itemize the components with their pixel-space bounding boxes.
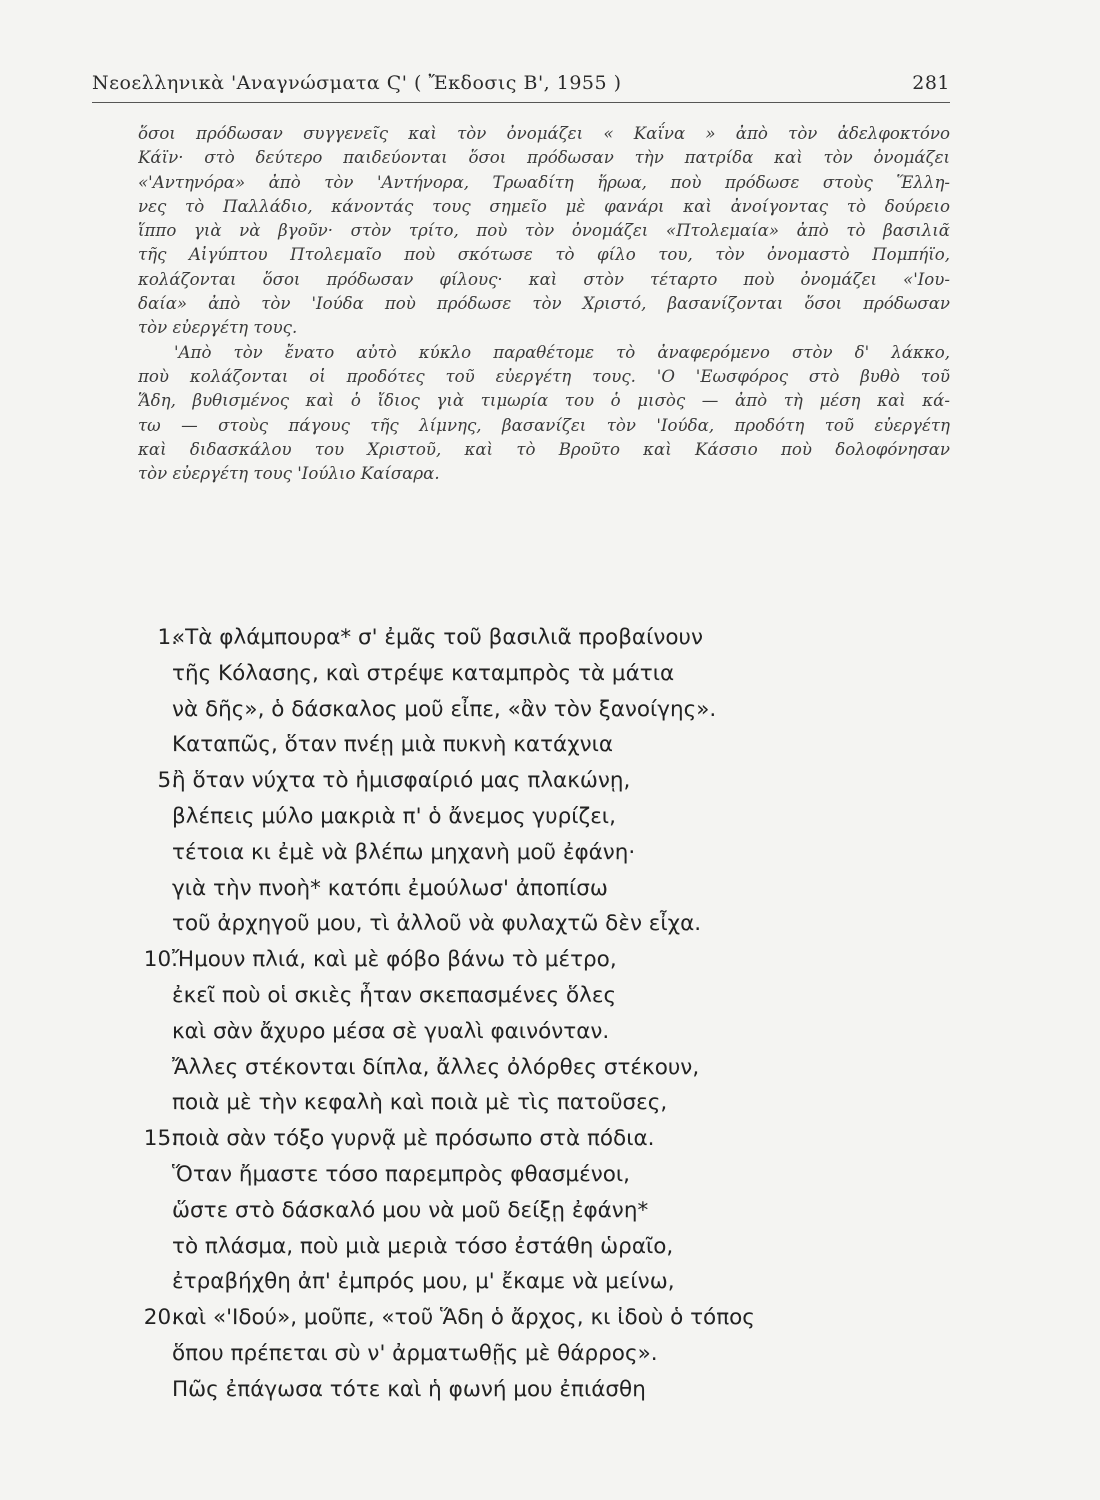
verse-text: τῆς Κόλασης, καὶ στρέψε καταμπρὸς τὰ μάτια xyxy=(172,660,675,686)
verse-text: ὥστε στὸ δάσκαλό μου νὰ μοῦ δείξῃ ἐφάνη* xyxy=(172,1197,649,1223)
page-number: 281 xyxy=(912,72,950,94)
commentary-line: τὸν εὐεργέτη τους. xyxy=(138,318,298,338)
verse-text: καὶ «'Ιδού», μοῦπε, «τοῦ Ἅδη ὁ ἄρχος, κι ἰδοὺ ὁ τόπος xyxy=(172,1305,755,1331)
header-rule xyxy=(92,102,950,103)
verse-text: ἐτραβήχθη ἀπ' ἐμπρός μου, μ' ἔκαμε νὰ μείνω, xyxy=(172,1269,675,1295)
commentary-line: κολάζονται ὅσοι πρόδωσαν φίλους· καὶ στὸν τέταρτο ποὺ ὀνομάζει «'Ιου- xyxy=(138,269,950,289)
commentary-line: Κάϊν· στὸ δεύτερο παιδεύονται ὅσοι πρόδωσαν τὴν πατρίδα καὶ τὸν ὀνομάζει xyxy=(138,148,950,168)
commentary-text xyxy=(138,122,950,486)
poem-line xyxy=(120,835,950,871)
verse-text: τοῦ ἀρχηγοῦ μου, τὶ ἀλλοῦ νὰ φυλαχτῶ δὲν εἶχα. xyxy=(172,911,702,937)
commentary-line: τῆς Αἰγύπτου Πτολεμαῖο ποὺ σκότωσε τὸ φίλο του, τὸν ὀνομαστὸ Πομπήϊο, xyxy=(138,245,950,265)
poem-line xyxy=(120,1300,950,1336)
verse-text: τὸ πλάσμα, ποὺ μιὰ μεριὰ τόσο ἐστάθη ὡραῖο, xyxy=(172,1233,674,1259)
commentary-line: 'Απὸ τὸν ἔνατο αὐτὸ κύκλο παραθέτομε τὸ ἀναφερόμενο στὸν δ' λάκκο, xyxy=(174,342,950,362)
line-number: 5. xyxy=(157,768,178,794)
poem-line xyxy=(120,871,950,907)
verse-text: ὅπου πρέπεται σὺ ν' ἀρματωθῇς μὲ θάρρος». xyxy=(172,1340,658,1366)
verse-text: ἢ ὅταν νύχτα τὸ ἡμισφαίριό μας πλακώνῃ, xyxy=(172,768,631,794)
verse-text: γιὰ τὴν πνοὴ* κατόπι ἐμούλωσ' ἀποπίσω xyxy=(172,875,608,901)
verse-text: Ἄλλες στέκονται δίπλα, ἄλλες ὀλόρθες στέκουν, xyxy=(172,1054,700,1080)
poem-line xyxy=(120,906,950,942)
line-number: 15. xyxy=(143,1126,178,1152)
poem-line xyxy=(120,1264,950,1300)
poem-line xyxy=(120,1157,950,1193)
poem-line xyxy=(120,692,950,728)
poem-line xyxy=(120,763,950,799)
line-number: 1. xyxy=(157,625,178,650)
commentary-line: ὅσοι πρόδωσαν συγγενεῖς καὶ τὸν ὀνομάζει « Καΐνα » ἀπὸ τὸν ἀδελφοκτόνο xyxy=(138,124,950,143)
verse-text: Ἤμουν πλιά, καὶ μὲ φόβο βάνω τὸ μέτρο, xyxy=(172,947,617,973)
poem-line xyxy=(120,1121,950,1157)
commentary-line: νες τὸ Παλλάδιο, κάνοντάς τους σημεῖο μὲ φανάρι καὶ ἀνοίγοντας τὸ δούρειο xyxy=(138,196,950,216)
verse-text: καὶ σὰν ἄχυρο μέσα σὲ γυαλὶ φαινόνταν. xyxy=(172,1018,610,1044)
poem-line xyxy=(120,978,950,1014)
poem-line xyxy=(120,620,950,656)
verse-text: ἐκεῖ ποὺ οἱ σκιὲς ἦταν σκεπασμένες ὅλες xyxy=(172,982,617,1008)
running-title: Νεοελληνικὰ 'Αναγνώσματα Ϛ' ( Ἔκδοσις Β', 1955 ) xyxy=(92,72,622,94)
commentary-line: Ἅδη, βυθισμένος καὶ ὁ ἴδιος γιὰ τιμωρία του ὁ μισὸς — ἀπὸ τὴ μέση καὶ κά- xyxy=(138,391,950,411)
verse-text: ποιὰ μὲ τὴν κεφαλὴ καὶ ποιὰ μὲ τὶς πατοῦσες, xyxy=(172,1090,668,1116)
poem-line xyxy=(120,1372,950,1408)
poem-line xyxy=(120,799,950,835)
poem-line xyxy=(120,656,950,692)
commentary-line: ἵππο γιὰ νὰ βγοῦν· στὸν τρίτο, ποὺ τὸν ὀνομάζει «Πτολεμαία» ἀπὸ τὸ βασιλιᾶ xyxy=(138,221,950,241)
verse-text: νὰ δῆς», ὁ δάσκαλος μοῦ εἶπε, «ἂν τὸν ξανοίγης». xyxy=(172,696,717,722)
verse-text: Πῶς ἐπάγωσα τότε καὶ ἡ φωνή μου ἐπιάσθη xyxy=(172,1376,646,1402)
verse-text: ποιὰ σὰν τόξο γυρνᾷ μὲ πρόσωπο στὰ πόδια. xyxy=(172,1126,655,1152)
verse-text: τέτοια κι ἐμὲ νὰ βλέπω μηχανὴ μοῦ ἐφάνη· xyxy=(172,839,636,865)
poem-line xyxy=(120,1050,950,1086)
verse-text: βλέπεις μύλο μακριὰ π' ὁ ἄνεμος γυρίζει, xyxy=(172,803,616,829)
poem-line xyxy=(120,1085,950,1121)
commentary-line: ποὺ κολάζονται οἱ προδότες τοῦ εὐεργέτη τους. 'Ο 'Εωσφόρος στὸ βυθὸ τοῦ xyxy=(138,366,950,386)
poem-text xyxy=(120,620,950,1408)
poem-line xyxy=(120,942,950,978)
running-header xyxy=(92,72,950,102)
commentary-line: τω — στοὺς πάγους τῆς λίμνης, βασανίζει τὸν 'Ιούδα, προδότη τοῦ εὐεργέτη xyxy=(138,415,950,435)
commentary-line: δαία» ἀπὸ τὸν 'Ιούδα ποὺ πρόδωσε τὸν Χριστό, βασανίζονται ὅσοι πρόδωσαν xyxy=(138,294,950,314)
commentary-line: καὶ διδασκάλου του Χριστοῦ, καὶ τὸ Βροῦτο καὶ Κάσσιο ποὺ δολοφόνησαν xyxy=(138,439,950,459)
poem-line xyxy=(120,1193,950,1229)
commentary-line: τὸν εὐεργέτη τους 'Ιούλιο Καίσαρα. xyxy=(138,464,440,484)
verse-text: Καταπῶς, ὅταν πνέῃ μιὰ πυκνὴ κατάχνια xyxy=(172,732,614,758)
poem-line xyxy=(120,1336,950,1372)
poem-line xyxy=(120,727,950,763)
verse-text: Ὅταν ἤμαστε τόσο παρεμπρὸς φθασμένοι, xyxy=(172,1161,631,1187)
verse-text: «Τὰ φλάμπουρα* σ' ἐμᾶς τοῦ βασιλιᾶ προβαίνουν xyxy=(172,625,703,650)
poem-line xyxy=(120,1014,950,1050)
poem-line xyxy=(120,1229,950,1265)
line-number: 20. xyxy=(143,1305,178,1331)
line-number: 10. xyxy=(143,947,178,973)
commentary-line: «'Αντηνόρα» ἀπὸ τὸν 'Αντήνορα, Τρωαδίτη ἥρωα, ποὺ πρόδωσε στοὺς Ἕλλη- xyxy=(138,172,950,192)
